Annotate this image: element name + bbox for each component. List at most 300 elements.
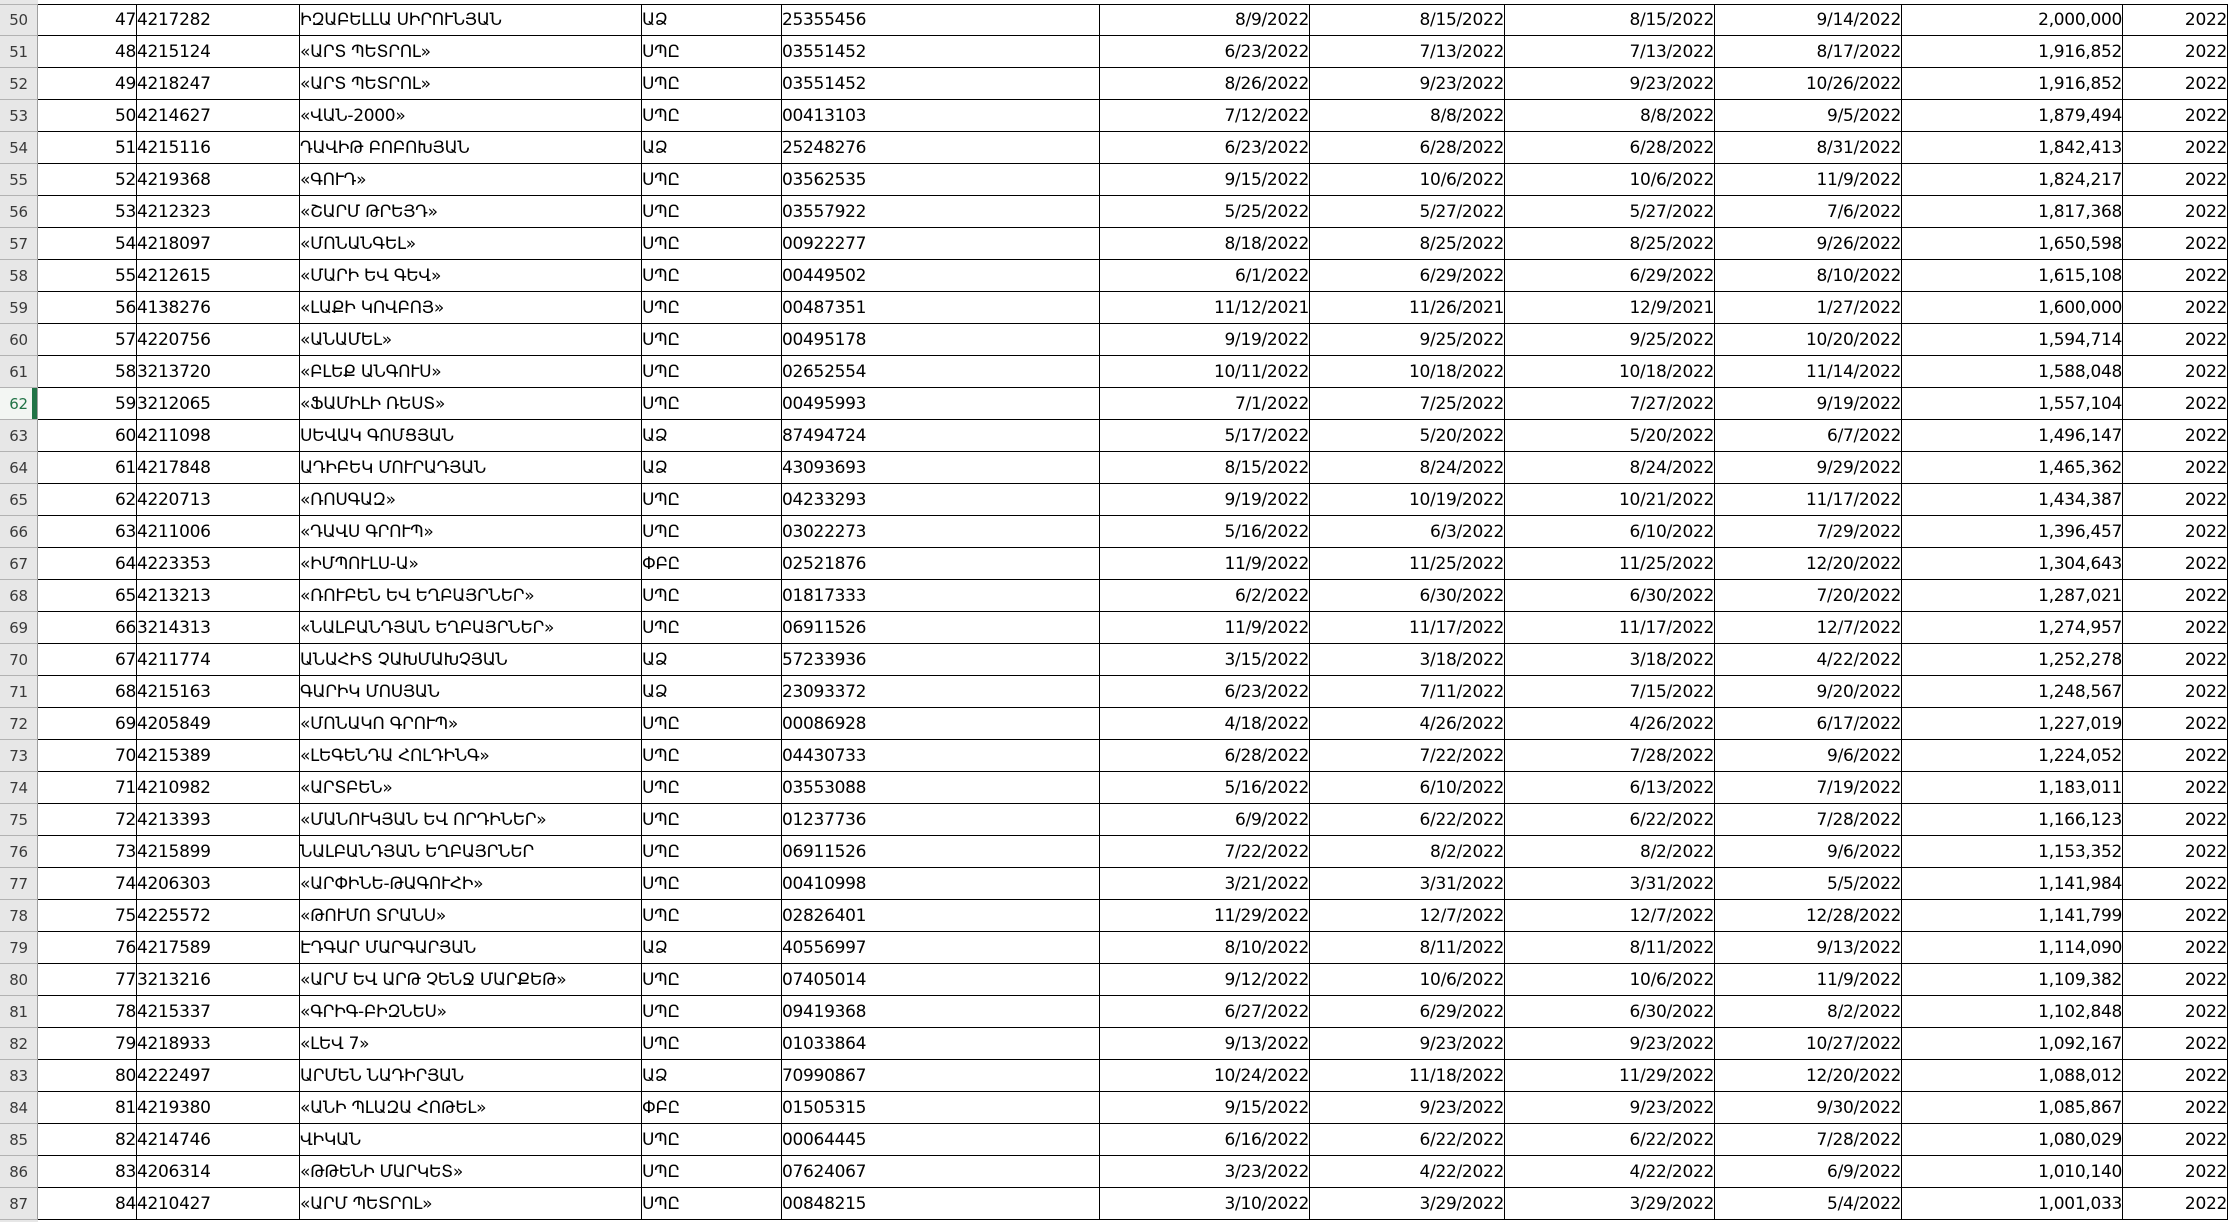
cell-date-1[interactable]: 8/9/2022 (1100, 4, 1310, 36)
row-header[interactable]: 68 (0, 580, 38, 612)
cell-amount[interactable]: 1,248,567 (1902, 676, 2123, 708)
cell-date-3[interactable]: 6/22/2022 (1505, 1124, 1715, 1156)
cell-year[interactable]: 2022 (2123, 260, 2228, 292)
cell-date-3[interactable]: 8/8/2022 (1505, 100, 1715, 132)
cell-year[interactable]: 2022 (2123, 196, 2228, 228)
cell-date-1[interactable]: 8/26/2022 (1100, 68, 1310, 100)
row-header[interactable]: 83 (0, 1060, 38, 1092)
cell-entity-type[interactable]: ԱՁ (642, 1060, 782, 1092)
cell-name[interactable]: «ԲԼԵՔ ԱՆԳՈՒՍ» (300, 356, 642, 388)
cell-date-2[interactable]: 9/23/2022 (1310, 1092, 1505, 1124)
row-header[interactable]: 51 (0, 36, 38, 68)
cell-code[interactable]: 25248276 (782, 132, 1100, 164)
cell-date-3[interactable]: 7/27/2022 (1505, 388, 1715, 420)
cell-date-2[interactable]: 7/25/2022 (1310, 388, 1505, 420)
cell-year[interactable]: 2022 (2123, 484, 2228, 516)
cell-year[interactable]: 2022 (2123, 324, 2228, 356)
cell-date-2[interactable]: 11/25/2022 (1310, 548, 1505, 580)
cell-date-1[interactable]: 6/27/2022 (1100, 996, 1310, 1028)
cell-taxpayer-id[interactable]: 4222497 (137, 1060, 300, 1092)
cell-year[interactable]: 2022 (2123, 548, 2228, 580)
cell-date-2[interactable]: 4/22/2022 (1310, 1156, 1505, 1188)
cell-entity-type[interactable]: ԱՁ (642, 644, 782, 676)
row-header[interactable]: 65 (0, 484, 38, 516)
row-header[interactable]: 55 (0, 164, 38, 196)
cell-date-4[interactable]: 1/27/2022 (1715, 292, 1902, 324)
cell-name[interactable]: ԻԶԱԲԵԼԼԱ ՍԻՐՈՒՆՅԱՆ (300, 4, 642, 36)
cell-year[interactable]: 2022 (2123, 964, 2228, 996)
cell-name[interactable]: ԱԴԻԲԵԿ ՄՈՒՐԱԴՅԱՆ (300, 452, 642, 484)
cell-name[interactable]: «ԱՐՄ ԵՎ ԱՐԹ ՉԵՆՋ ՄԱՐՔԵԹ» (300, 964, 642, 996)
cell-date-2[interactable]: 10/19/2022 (1310, 484, 1505, 516)
cell-date-2[interactable]: 7/13/2022 (1310, 36, 1505, 68)
cell-name[interactable]: «ԱՐՓԻՆԵ-ԹԱԳՈՒՀԻ» (300, 868, 642, 900)
cell-entity-type[interactable]: ՍՊԸ (642, 804, 782, 836)
cell-name[interactable]: «ԹԹԵՆԻ ՄԱՐԿԵՏ» (300, 1156, 642, 1188)
cell-amount[interactable]: 1,916,852 (1902, 36, 2123, 68)
cell-date-2[interactable]: 6/29/2022 (1310, 996, 1505, 1028)
cell-date-2[interactable]: 7/11/2022 (1310, 676, 1505, 708)
row-header[interactable]: 86 (0, 1156, 38, 1188)
row-header[interactable]: 79 (0, 932, 38, 964)
row-header[interactable]: 64 (0, 452, 38, 484)
cell-seq-number[interactable]: 83 (38, 1156, 137, 1188)
cell-taxpayer-id[interactable]: 4218097 (137, 228, 300, 260)
cell-date-1[interactable]: 5/16/2022 (1100, 772, 1310, 804)
cell-code[interactable]: 43093693 (782, 452, 1100, 484)
cell-name[interactable]: ԷԴԳԱՐ ՄԱՐԳԱՐՅԱՆ (300, 932, 642, 964)
cell-taxpayer-id[interactable]: 4220756 (137, 324, 300, 356)
cell-date-4[interactable]: 10/26/2022 (1715, 68, 1902, 100)
cell-name[interactable]: ԴԱՎԻԹ ԲՈԲՈԽՅԱՆ (300, 132, 642, 164)
row-header[interactable]: 67 (0, 548, 38, 580)
cell-code[interactable]: 03551452 (782, 68, 1100, 100)
cell-code[interactable]: 03562535 (782, 164, 1100, 196)
row-header[interactable]: 72 (0, 708, 38, 740)
row-header[interactable]: 73 (0, 740, 38, 772)
row-header[interactable]: 75 (0, 804, 38, 836)
cell-date-4[interactable]: 12/28/2022 (1715, 900, 1902, 932)
cell-date-1[interactable]: 6/9/2022 (1100, 804, 1310, 836)
cell-seq-number[interactable]: 61 (38, 452, 137, 484)
cell-code[interactable]: 00495993 (782, 388, 1100, 420)
cell-name[interactable]: «ՇԱՐՄ ԹՐԵՅԴ» (300, 196, 642, 228)
cell-date-4[interactable]: 9/14/2022 (1715, 4, 1902, 36)
cell-date-4[interactable]: 7/28/2022 (1715, 804, 1902, 836)
cell-entity-type[interactable]: ՍՊԸ (642, 836, 782, 868)
cell-date-4[interactable]: 7/28/2022 (1715, 1124, 1902, 1156)
cell-date-3[interactable]: 6/29/2022 (1505, 260, 1715, 292)
cell-date-4[interactable]: 10/27/2022 (1715, 1028, 1902, 1060)
cell-entity-type[interactable]: ԱՁ (642, 452, 782, 484)
cell-amount[interactable]: 1,010,140 (1902, 1156, 2123, 1188)
cell-code[interactable]: 00086928 (782, 708, 1100, 740)
cell-seq-number[interactable]: 55 (38, 260, 137, 292)
cell-amount[interactable]: 1,080,029 (1902, 1124, 2123, 1156)
cell-date-4[interactable]: 12/20/2022 (1715, 1060, 1902, 1092)
cell-year[interactable]: 2022 (2123, 356, 2228, 388)
cell-date-4[interactable]: 8/2/2022 (1715, 996, 1902, 1028)
cell-date-4[interactable]: 5/5/2022 (1715, 868, 1902, 900)
cell-code[interactable]: 00922277 (782, 228, 1100, 260)
cell-date-4[interactable]: 11/9/2022 (1715, 164, 1902, 196)
cell-date-1[interactable]: 6/28/2022 (1100, 740, 1310, 772)
cell-amount[interactable]: 1,588,048 (1902, 356, 2123, 388)
row-header[interactable]: 81 (0, 996, 38, 1028)
cell-date-3[interactable]: 6/30/2022 (1505, 580, 1715, 612)
cell-amount[interactable]: 1,879,494 (1902, 100, 2123, 132)
cell-amount[interactable]: 1,252,278 (1902, 644, 2123, 676)
cell-amount[interactable]: 1,496,147 (1902, 420, 2123, 452)
cell-year[interactable]: 2022 (2123, 868, 2228, 900)
cell-code[interactable]: 02826401 (782, 900, 1100, 932)
cell-taxpayer-id[interactable]: 4215124 (137, 36, 300, 68)
cell-taxpayer-id[interactable]: 4211774 (137, 644, 300, 676)
cell-amount[interactable]: 1,001,033 (1902, 1188, 2123, 1220)
cell-date-2[interactable]: 6/22/2022 (1310, 804, 1505, 836)
cell-name[interactable]: «ԱՐՏԲԵՆ» (300, 772, 642, 804)
cell-date-2[interactable]: 10/18/2022 (1310, 356, 1505, 388)
cell-date-1[interactable]: 11/12/2021 (1100, 292, 1310, 324)
cell-code[interactable]: 03551452 (782, 36, 1100, 68)
row-header[interactable]: 85 (0, 1124, 38, 1156)
row-header[interactable]: 80 (0, 964, 38, 996)
cell-entity-type[interactable]: ՍՊԸ (642, 708, 782, 740)
cell-year[interactable]: 2022 (2123, 612, 2228, 644)
cell-entity-type[interactable]: ՍՊԸ (642, 100, 782, 132)
cell-year[interactable]: 2022 (2123, 132, 2228, 164)
cell-name[interactable]: ԱՐՄԵՆ ՆԱԴԻՐՅԱՆ (300, 1060, 642, 1092)
cell-taxpayer-id[interactable]: 4211006 (137, 516, 300, 548)
cell-name[interactable]: «ՄՈՆԱՆԳԵԼ» (300, 228, 642, 260)
cell-year[interactable]: 2022 (2123, 900, 2228, 932)
cell-date-1[interactable]: 5/25/2022 (1100, 196, 1310, 228)
cell-date-3[interactable]: 10/21/2022 (1505, 484, 1715, 516)
cell-amount[interactable]: 1,141,799 (1902, 900, 2123, 932)
cell-amount[interactable]: 1,916,852 (1902, 68, 2123, 100)
cell-taxpayer-id[interactable]: 4212615 (137, 260, 300, 292)
row-header[interactable]: 82 (0, 1028, 38, 1060)
cell-year[interactable]: 2022 (2123, 708, 2228, 740)
cell-seq-number[interactable]: 84 (38, 1188, 137, 1220)
cell-name[interactable]: ՍԵՎԱԿ ԳՈՄՑՅԱՆ (300, 420, 642, 452)
cell-date-4[interactable]: 4/22/2022 (1715, 644, 1902, 676)
cell-date-1[interactable]: 6/1/2022 (1100, 260, 1310, 292)
cell-taxpayer-id[interactable]: 4223353 (137, 548, 300, 580)
cell-date-1[interactable]: 9/15/2022 (1100, 1092, 1310, 1124)
cell-date-3[interactable]: 11/17/2022 (1505, 612, 1715, 644)
cell-name[interactable]: «ԱՐՄ ՊԵՏՐՈԼ» (300, 1188, 642, 1220)
cell-date-2[interactable]: 8/8/2022 (1310, 100, 1505, 132)
cell-date-2[interactable]: 8/25/2022 (1310, 228, 1505, 260)
cell-date-3[interactable]: 7/28/2022 (1505, 740, 1715, 772)
cell-date-1[interactable]: 6/2/2022 (1100, 580, 1310, 612)
cell-seq-number[interactable]: 75 (38, 900, 137, 932)
cell-entity-type[interactable]: ՍՊԸ (642, 388, 782, 420)
cell-entity-type[interactable]: ՍՊԸ (642, 356, 782, 388)
cell-date-1[interactable]: 9/15/2022 (1100, 164, 1310, 196)
cell-taxpayer-id[interactable]: 4215163 (137, 676, 300, 708)
cell-date-1[interactable]: 9/19/2022 (1100, 484, 1310, 516)
cell-amount[interactable]: 1,274,957 (1902, 612, 2123, 644)
cell-date-1[interactable]: 9/12/2022 (1100, 964, 1310, 996)
cell-name[interactable]: ԱՆԱՀԻՏ ՉԱԽՄԱԽՉՅԱՆ (300, 644, 642, 676)
row-header[interactable]: 61 (0, 356, 38, 388)
cell-name[interactable]: «ՌՈՒԲԵՆ ԵՎ ԵՂԲԱՅՐՆԵՐ» (300, 580, 642, 612)
cell-amount[interactable]: 1,102,848 (1902, 996, 2123, 1028)
cell-amount[interactable]: 2,000,000 (1902, 4, 2123, 36)
cell-date-3[interactable]: 6/10/2022 (1505, 516, 1715, 548)
cell-taxpayer-id[interactable]: 4214627 (137, 100, 300, 132)
cell-taxpayer-id[interactable]: 4217848 (137, 452, 300, 484)
cell-name[interactable]: «ՆԱԼԲԱՆԴՅԱՆ ԵՂԲԱՅՐՆԵՐ» (300, 612, 642, 644)
row-header[interactable]: 77 (0, 868, 38, 900)
cell-taxpayer-id[interactable]: 4205849 (137, 708, 300, 740)
cell-year[interactable]: 2022 (2123, 420, 2228, 452)
cell-date-3[interactable]: 9/23/2022 (1505, 68, 1715, 100)
cell-seq-number[interactable]: 78 (38, 996, 137, 1028)
cell-code[interactable]: 06911526 (782, 612, 1100, 644)
cell-date-3[interactable]: 8/15/2022 (1505, 4, 1715, 36)
cell-year[interactable]: 2022 (2123, 804, 2228, 836)
cell-name[interactable]: «ԱՆԻ ՊԼԱԶԱ ՀՈԹԵԼ» (300, 1092, 642, 1124)
cell-code[interactable]: 07624067 (782, 1156, 1100, 1188)
cell-taxpayer-id[interactable]: 4213213 (137, 580, 300, 612)
row-header[interactable]: 60 (0, 324, 38, 356)
row-header[interactable]: 70 (0, 644, 38, 676)
cell-entity-type[interactable]: ՍՊԸ (642, 68, 782, 100)
cell-date-2[interactable]: 5/27/2022 (1310, 196, 1505, 228)
cell-seq-number[interactable]: 66 (38, 612, 137, 644)
cell-seq-number[interactable]: 64 (38, 548, 137, 580)
cell-taxpayer-id[interactable]: 4220713 (137, 484, 300, 516)
cell-date-4[interactable]: 11/17/2022 (1715, 484, 1902, 516)
cell-name[interactable]: «ԳՐԻԳ-ԲԻԶՆԵՍ» (300, 996, 642, 1028)
row-header[interactable]: 57 (0, 228, 38, 260)
cell-taxpayer-id[interactable]: 4225572 (137, 900, 300, 932)
cell-year[interactable]: 2022 (2123, 996, 2228, 1028)
cell-taxpayer-id[interactable]: 4217589 (137, 932, 300, 964)
cell-seq-number[interactable]: 72 (38, 804, 137, 836)
cell-date-3[interactable]: 10/6/2022 (1505, 164, 1715, 196)
cell-code[interactable]: 25355456 (782, 4, 1100, 36)
row-header[interactable]: 54 (0, 132, 38, 164)
cell-date-4[interactable]: 9/30/2022 (1715, 1092, 1902, 1124)
cell-seq-number[interactable]: 56 (38, 292, 137, 324)
cell-amount[interactable]: 1,224,052 (1902, 740, 2123, 772)
cell-code[interactable]: 01033864 (782, 1028, 1100, 1060)
cell-taxpayer-id[interactable]: 4212323 (137, 196, 300, 228)
cell-name[interactable]: «ՎԱՆ-2000» (300, 100, 642, 132)
cell-year[interactable]: 2022 (2123, 68, 2228, 100)
cell-seq-number[interactable]: 49 (38, 68, 137, 100)
cell-name[interactable]: «ՄՈՆԱԿՈ ԳՐՈՒՊ» (300, 708, 642, 740)
row-header[interactable]: 58 (0, 260, 38, 292)
cell-date-2[interactable]: 12/7/2022 (1310, 900, 1505, 932)
cell-name[interactable]: «ԱՐՏ ՊԵՏՐՈԼ» (300, 68, 642, 100)
cell-amount[interactable]: 1,650,598 (1902, 228, 2123, 260)
cell-entity-type[interactable]: ՍՊԸ (642, 1156, 782, 1188)
cell-date-3[interactable]: 8/24/2022 (1505, 452, 1715, 484)
cell-date-4[interactable]: 9/6/2022 (1715, 740, 1902, 772)
cell-date-1[interactable]: 7/1/2022 (1100, 388, 1310, 420)
row-header[interactable]: 59 (0, 292, 38, 324)
cell-code[interactable]: 40556997 (782, 932, 1100, 964)
cell-entity-type[interactable]: ՓԲԸ (642, 548, 782, 580)
cell-date-1[interactable]: 10/24/2022 (1100, 1060, 1310, 1092)
cell-amount[interactable]: 1,088,012 (1902, 1060, 2123, 1092)
cell-code[interactable]: 01505315 (782, 1092, 1100, 1124)
cell-seq-number[interactable]: 51 (38, 132, 137, 164)
cell-date-1[interactable]: 3/10/2022 (1100, 1188, 1310, 1220)
cell-entity-type[interactable]: ՍՊԸ (642, 1028, 782, 1060)
cell-name[interactable]: «ԴԱՎՍ ԳՐՈՒՊ» (300, 516, 642, 548)
cell-date-3[interactable]: 11/29/2022 (1505, 1060, 1715, 1092)
cell-entity-type[interactable]: ԱՁ (642, 932, 782, 964)
cell-name[interactable]: «ՖԱՄԻԼԻ ՌԵՍՏ» (300, 388, 642, 420)
cell-amount[interactable]: 1,287,021 (1902, 580, 2123, 612)
cell-date-1[interactable]: 5/17/2022 (1100, 420, 1310, 452)
cell-date-3[interactable]: 9/25/2022 (1505, 324, 1715, 356)
cell-amount[interactable]: 1,600,000 (1902, 292, 2123, 324)
cell-taxpayer-id[interactable]: 3212065 (137, 388, 300, 420)
cell-date-2[interactable]: 4/26/2022 (1310, 708, 1505, 740)
cell-entity-type[interactable]: ՍՊԸ (642, 516, 782, 548)
cell-date-3[interactable]: 11/25/2022 (1505, 548, 1715, 580)
cell-seq-number[interactable]: 77 (38, 964, 137, 996)
cell-code[interactable]: 00449502 (782, 260, 1100, 292)
row-header[interactable]: 87 (0, 1188, 38, 1220)
cell-date-1[interactable]: 8/10/2022 (1100, 932, 1310, 964)
cell-entity-type[interactable]: ՍՊԸ (642, 1188, 782, 1220)
row-header-selected[interactable]: 62 (0, 388, 38, 420)
cell-date-1[interactable]: 6/23/2022 (1100, 36, 1310, 68)
cell-year[interactable]: 2022 (2123, 644, 2228, 676)
cell-year[interactable]: 2022 (2123, 228, 2228, 260)
cell-taxpayer-id[interactable]: 4215389 (137, 740, 300, 772)
cell-seq-number[interactable]: 57 (38, 324, 137, 356)
cell-name[interactable]: «ՌՈՍԳԱԶ» (300, 484, 642, 516)
cell-taxpayer-id[interactable]: 4211098 (137, 420, 300, 452)
cell-name[interactable]: «ՄԱՆՈՒԿՅԱՆ ԵՎ ՈՐԴԻՆԵՐ» (300, 804, 642, 836)
cell-date-4[interactable]: 10/20/2022 (1715, 324, 1902, 356)
cell-date-3[interactable]: 8/11/2022 (1505, 932, 1715, 964)
row-header[interactable]: 69 (0, 612, 38, 644)
cell-entity-type[interactable]: ՍՊԸ (642, 484, 782, 516)
cell-taxpayer-id[interactable]: 4210427 (137, 1188, 300, 1220)
cell-taxpayer-id[interactable]: 4213393 (137, 804, 300, 836)
cell-code[interactable]: 01817333 (782, 580, 1100, 612)
cell-code[interactable]: 03022273 (782, 516, 1100, 548)
row-header[interactable]: 52 (0, 68, 38, 100)
cell-date-4[interactable]: 8/10/2022 (1715, 260, 1902, 292)
cell-date-3[interactable]: 6/13/2022 (1505, 772, 1715, 804)
cell-entity-type[interactable]: ՍՊԸ (642, 260, 782, 292)
cell-date-1[interactable]: 11/9/2022 (1100, 548, 1310, 580)
cell-name[interactable]: ՎԻԿԱՆ (300, 1124, 642, 1156)
cell-taxpayer-id[interactable]: 4214746 (137, 1124, 300, 1156)
row-header[interactable]: 53 (0, 100, 38, 132)
row-header[interactable]: 74 (0, 772, 38, 804)
cell-taxpayer-id[interactable]: 4219380 (137, 1092, 300, 1124)
cell-date-2[interactable]: 11/17/2022 (1310, 612, 1505, 644)
cell-name[interactable]: «ԳՈՒԴ» (300, 164, 642, 196)
cell-date-1[interactable]: 3/15/2022 (1100, 644, 1310, 676)
cell-date-4[interactable]: 9/19/2022 (1715, 388, 1902, 420)
cell-date-3[interactable]: 7/13/2022 (1505, 36, 1715, 68)
cell-code[interactable]: 04233293 (782, 484, 1100, 516)
cell-amount[interactable]: 1,465,362 (1902, 452, 2123, 484)
cell-seq-number[interactable]: 67 (38, 644, 137, 676)
cell-code[interactable]: 00413103 (782, 100, 1100, 132)
cell-date-3[interactable]: 10/18/2022 (1505, 356, 1715, 388)
cell-date-2[interactable]: 10/6/2022 (1310, 964, 1505, 996)
cell-date-2[interactable]: 8/24/2022 (1310, 452, 1505, 484)
cell-code[interactable]: 70990867 (782, 1060, 1100, 1092)
cell-code[interactable]: 07405014 (782, 964, 1100, 996)
cell-code[interactable]: 09419368 (782, 996, 1100, 1028)
cell-date-1[interactable]: 7/22/2022 (1100, 836, 1310, 868)
cell-date-1[interactable]: 5/16/2022 (1100, 516, 1310, 548)
cell-year[interactable]: 2022 (2123, 100, 2228, 132)
cell-amount[interactable]: 1,109,382 (1902, 964, 2123, 996)
cell-amount[interactable]: 1,817,368 (1902, 196, 2123, 228)
cell-seq-number[interactable]: 54 (38, 228, 137, 260)
cell-date-3[interactable]: 3/29/2022 (1505, 1188, 1715, 1220)
cell-amount[interactable]: 1,594,714 (1902, 324, 2123, 356)
cell-entity-type[interactable]: ՍՊԸ (642, 292, 782, 324)
cell-date-4[interactable]: 8/31/2022 (1715, 132, 1902, 164)
cell-taxpayer-id[interactable]: 4206314 (137, 1156, 300, 1188)
cell-entity-type[interactable]: ՍՊԸ (642, 612, 782, 644)
cell-seq-number[interactable]: 73 (38, 836, 137, 868)
cell-date-2[interactable]: 6/22/2022 (1310, 1124, 1505, 1156)
cell-date-1[interactable]: 3/21/2022 (1100, 868, 1310, 900)
row-header[interactable]: 56 (0, 196, 38, 228)
cell-year[interactable]: 2022 (2123, 1092, 2228, 1124)
cell-year[interactable]: 2022 (2123, 452, 2228, 484)
cell-entity-type[interactable]: ՍՊԸ (642, 996, 782, 1028)
cell-year[interactable]: 2022 (2123, 676, 2228, 708)
cell-year[interactable]: 2022 (2123, 740, 2228, 772)
cell-entity-type[interactable]: ՍՊԸ (642, 772, 782, 804)
cell-date-4[interactable]: 9/6/2022 (1715, 836, 1902, 868)
cell-name[interactable]: «ԱՆԱՄԵԼ» (300, 324, 642, 356)
cell-date-3[interactable]: 9/23/2022 (1505, 1028, 1715, 1060)
cell-taxpayer-id[interactable]: 3213216 (137, 964, 300, 996)
cell-date-2[interactable]: 6/3/2022 (1310, 516, 1505, 548)
cell-entity-type[interactable]: ԱՁ (642, 676, 782, 708)
cell-entity-type[interactable]: ՍՊԸ (642, 324, 782, 356)
cell-date-4[interactable]: 9/29/2022 (1715, 452, 1902, 484)
row-header[interactable]: 78 (0, 900, 38, 932)
cell-date-4[interactable]: 7/20/2022 (1715, 580, 1902, 612)
cell-date-3[interactable]: 9/23/2022 (1505, 1092, 1715, 1124)
cell-date-2[interactable]: 9/23/2022 (1310, 68, 1505, 100)
cell-date-3[interactable]: 5/27/2022 (1505, 196, 1715, 228)
cell-year[interactable]: 2022 (2123, 1124, 2228, 1156)
cell-seq-number[interactable]: 79 (38, 1028, 137, 1060)
cell-name[interactable]: ԳԱՐԻԿ ՄՈՍՅԱՆ (300, 676, 642, 708)
cell-name[interactable]: «ՄԱՐԻ ԵՎ ԳԵՎ» (300, 260, 642, 292)
cell-date-2[interactable]: 9/25/2022 (1310, 324, 1505, 356)
cell-amount[interactable]: 1,396,457 (1902, 516, 2123, 548)
cell-entity-type[interactable]: ԱՁ (642, 132, 782, 164)
cell-date-4[interactable]: 7/6/2022 (1715, 196, 1902, 228)
cell-code[interactable]: 03557922 (782, 196, 1100, 228)
cell-date-3[interactable]: 12/7/2022 (1505, 900, 1715, 932)
cell-date-2[interactable]: 6/10/2022 (1310, 772, 1505, 804)
